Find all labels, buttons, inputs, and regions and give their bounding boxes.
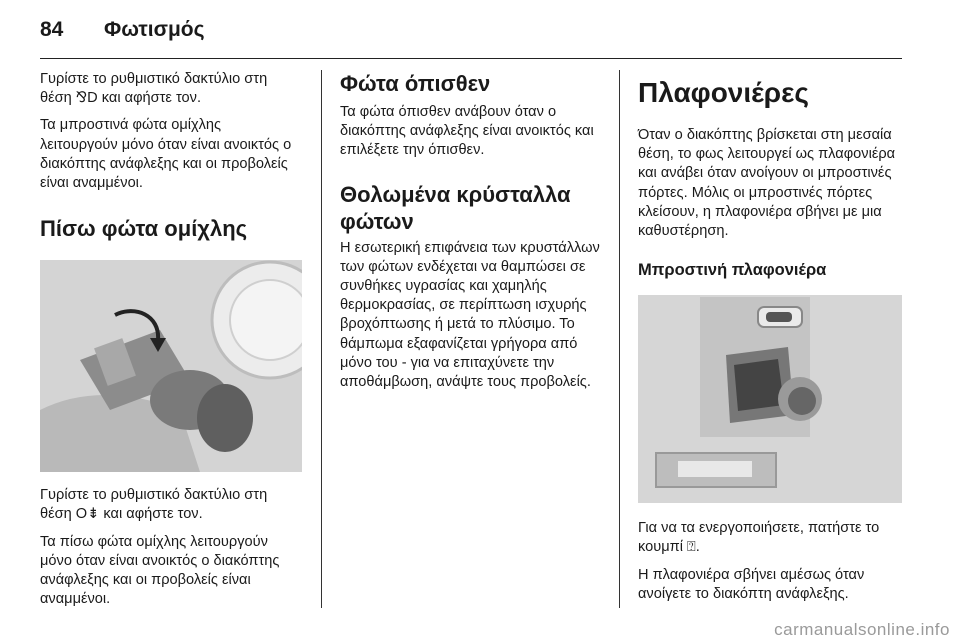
watermark: carmanualsonline.info <box>774 620 950 639</box>
column-3 <box>638 70 902 612</box>
fog-light-switch-photo <box>40 260 302 472</box>
paragraph: Όταν ο διακόπτης βρίσκεται στη μεσαία θέση, το φως λειτουργεί ως πλαφονιέρα και ανάβει όταν ανοίγουν οι μπροστινές πόρτες. Μόλις οι μπροστινές πόρτες κλείσουν, η πλαφονιέρα σβήνει με μια καθυστέρηση. <box>638 127 896 240</box>
page-header <box>40 14 920 54</box>
section-heading: Φώτα όπισθεν <box>340 71 491 96</box>
section-heading: Θολωμένα κρύσταλλα φώτων <box>340 181 571 234</box>
paragraph: Για να τα ενεργοποιήσετε, πατήστε το κουμπί ⍰. <box>638 520 880 556</box>
paragraph: Γυρίστε το ρυθμιστικό δακτύλιο στη θέση O⇟ και αφήστε τον. <box>40 487 268 523</box>
section-heading: Πλαφονιέρες <box>638 77 809 108</box>
paragraph: Τα πίσω φώτα ομίχλης λειτουργούν μόνο όταν είναι ανοικτός ο διακόπτης ανάφλεξης και οι προβολείς είναι αναμμένοι. <box>40 533 280 608</box>
paragraph: Η πλαφονιέρα σβήνει αμέσως όταν ανοίγετε το διακόπτη ανάφλεξης. <box>638 566 865 602</box>
column-divider <box>619 70 620 608</box>
front-interior-light-photo <box>638 295 902 503</box>
header-rule <box>40 58 902 59</box>
paragraph: Τα μπροστινά φώτα ομίχλης λειτουργούν μόνο όταν είναι ανοικτός ο διακόπτης ανάφλεξης και οι προβολείς είναι αναμμένοι. <box>40 117 292 192</box>
interior-light-illustration <box>638 295 902 503</box>
page-number: 84 <box>40 18 64 41</box>
column-1 <box>40 70 302 617</box>
column-divider <box>321 70 322 608</box>
paragraph: Τα φώτα όπισθεν ανάβουν όταν ο διακόπτης ανάφλεξης είναι ανοικτός και επιλέξετε την όπισθεν. <box>340 104 594 159</box>
stalk-illustration <box>40 260 302 472</box>
page-title: Φωτισμός <box>104 18 205 41</box>
paragraph: Γυρίστε το ρυθμιστικό δακτύλιο στη θέση ⅋D και αφήστε τον. <box>40 71 268 107</box>
subsection-heading: Μπροστινή πλαφονιέρα <box>638 261 827 280</box>
section-heading: Πίσω φώτα ομίχλης <box>40 216 248 242</box>
column-2 <box>340 70 604 400</box>
paragraph: Η εσωτερική επιφάνεια των κρυστάλλων των φώτων ενδέχεται να θαμπώσει σε συνθήκες υγρασίας και χαμηλής θερμοκρασίας, σε περίπτωση ισχυρής βροχόπτωσης ή μετά το πλύσιμο. Το θάμπωμα εξαφανίζεται γρήγορα από μόνο του - για να επιταχύνετε την αποθάμβωση, ανάψτε τους προβολείς. <box>340 239 600 391</box>
